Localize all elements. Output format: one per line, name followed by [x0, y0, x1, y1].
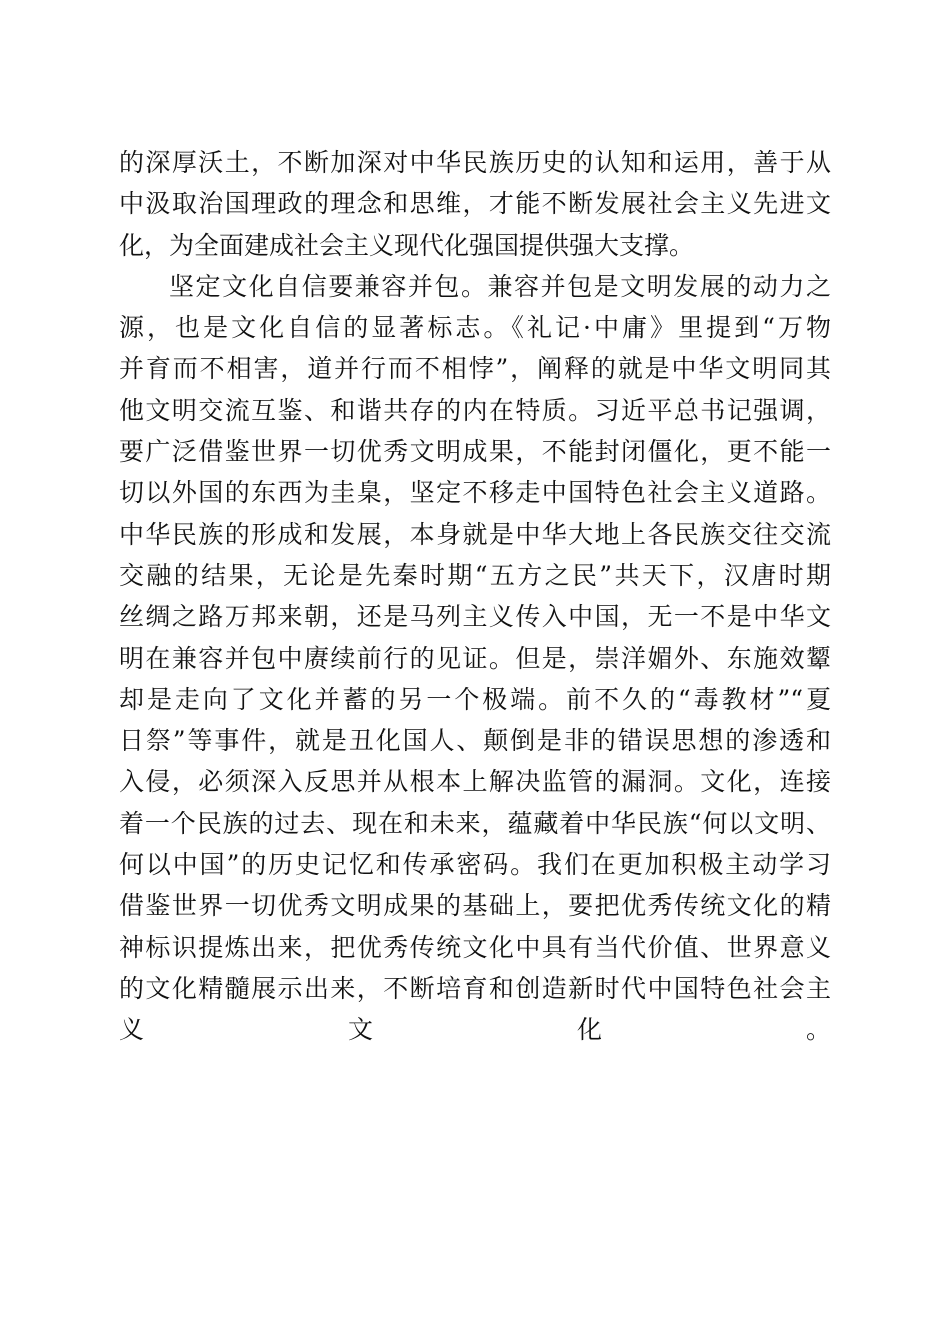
- paragraph-line: 却是走向了文化并蓄的另一个极端。前不久的“毒教材”“夏: [119, 684, 831, 714]
- paragraph-line: 中汲取治国理政的理念和思维，才能不断发展社会主义先进文: [119, 189, 831, 219]
- paragraph-line: 源，也是文化自信的显著标志。《礼记·中庸》里提到“万物: [119, 313, 831, 343]
- paragraph-line: 的文化精髓展示出来，不断培育和创造新时代中国特色社会主: [119, 973, 831, 1003]
- paragraph-line: 着一个民族的过去、现在和未来，蕴藏着中华民族“何以文明、: [119, 808, 831, 838]
- paragraph-line: 神标识提炼出来，把优秀传统文化中具有当代价值、世界意义: [119, 932, 831, 962]
- paragraph-line: 要广泛借鉴世界一切优秀文明成果，不能封闭僵化，更不能一: [119, 437, 831, 467]
- body-text: [119, 142, 831, 1051]
- paragraph-line: 借鉴世界一切优秀文明成果的基础上，要把优秀传统文化的精: [119, 891, 831, 921]
- paragraph-line: 切以外国的东西为圭臬，坚定不移走中国特色社会主义道路。: [119, 478, 831, 508]
- paragraph-line: 丝绸之路万邦来朝，还是马列主义传入中国，无一不是中华文: [119, 602, 831, 632]
- paragraph-line: 的深厚沃土，不断加深对中华民族历史的认知和运用，善于从: [119, 148, 831, 177]
- paragraph-1: [119, 142, 831, 266]
- paragraph-line: 何以中国”的历史记忆和传承密码。我们在更加积极主动学习: [119, 850, 831, 880]
- paragraph-line: 日祭”等事件，就是丑化国人、颠倒是非的错误思想的渗透和: [119, 726, 831, 756]
- paragraph-line: 并育而不相害，道并行而不相悖”，阐释的就是中华文明同其: [119, 354, 831, 384]
- paragraph-line: 坚定文化自信要兼容并包。兼容并包是文明发展的动力之: [169, 271, 831, 301]
- paragraph-line: 化，为全面建成社会主义现代化强国提供强大支撑。: [119, 230, 695, 260]
- paragraph-line: 中华民族的形成和发展，本身就是中华大地上各民族交往交流: [119, 519, 831, 549]
- paragraph-line: 入侵，必须深入反思并从根本上解决监管的漏洞。文化，连接: [119, 767, 831, 797]
- paragraph-line: 交融的结果，无论是先秦时期“五方之民”共天下，汉唐时期: [119, 560, 831, 590]
- paragraph-line: 义文化。: [119, 1015, 831, 1045]
- paragraph-2: [119, 266, 831, 1051]
- paragraph-line: 他文明交流互鉴、和谐共存的内在特质。习近平总书记强调，: [119, 395, 831, 425]
- paragraph-line: 明在兼容并包中赓续前行的见证。但是，崇洋媚外、东施效颦: [119, 643, 831, 673]
